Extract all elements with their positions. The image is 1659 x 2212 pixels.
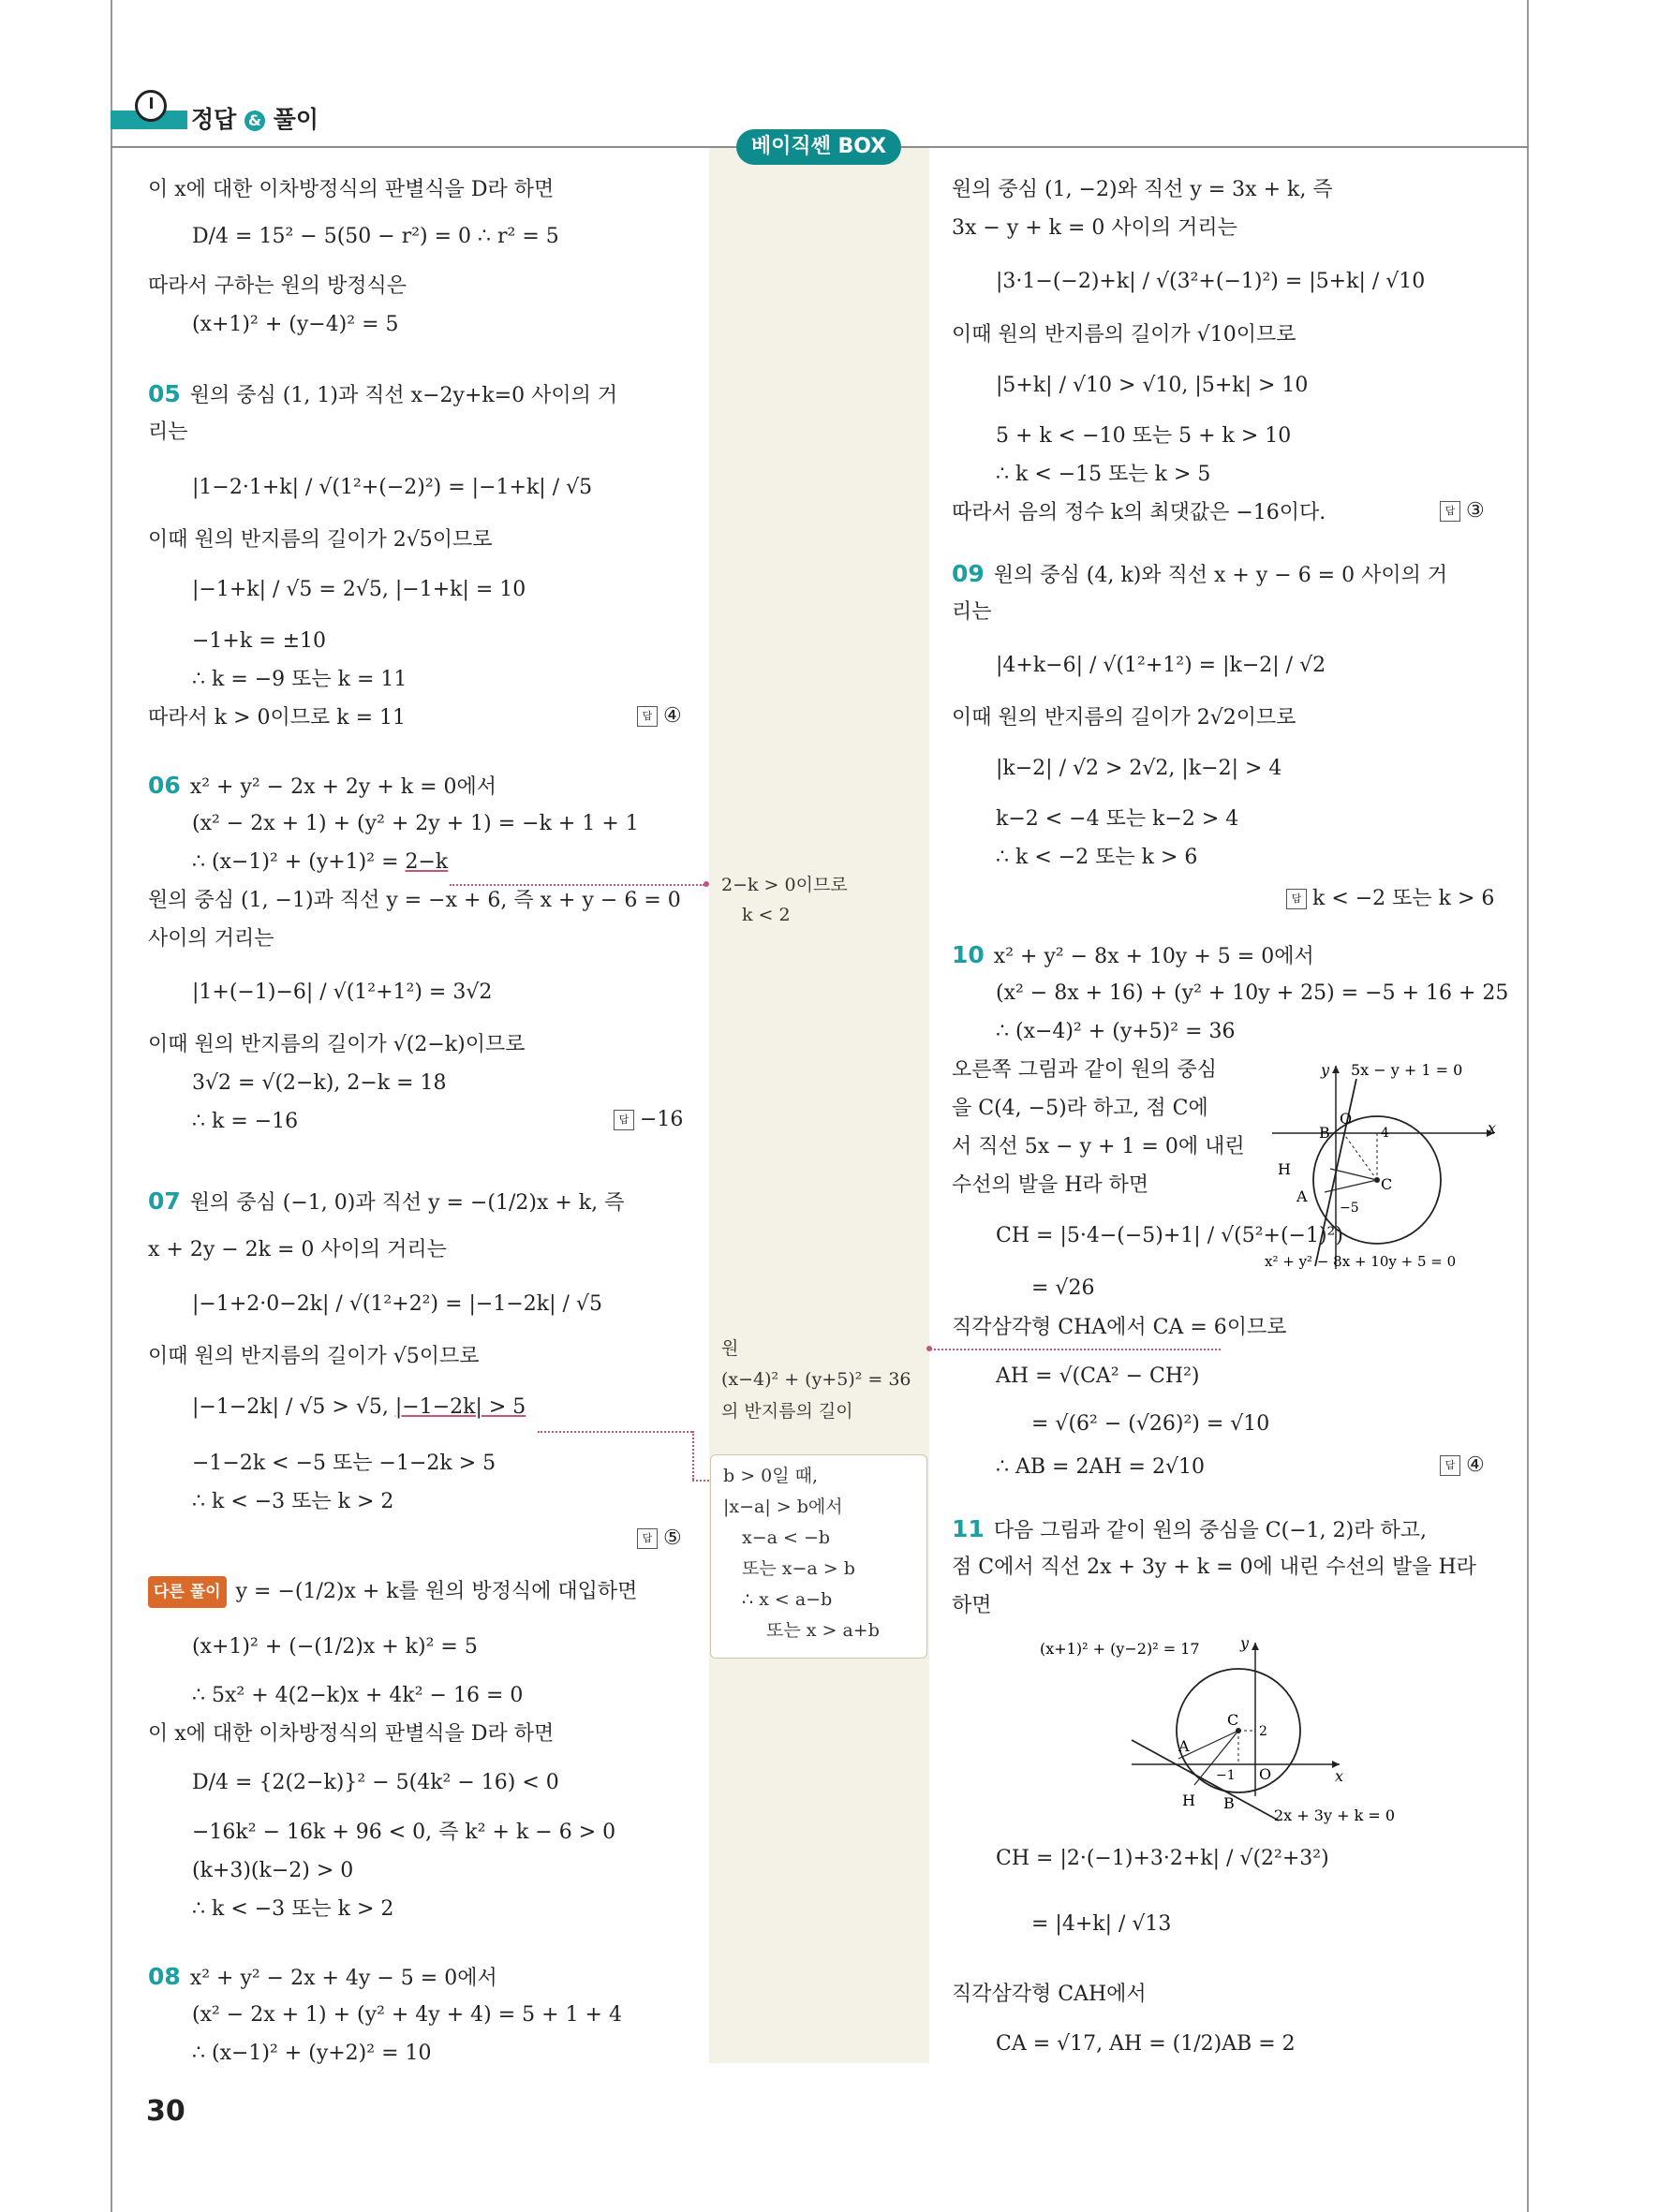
tip-line: 또는 x > a+b [766,1620,880,1641]
problem-06 [148,772,496,802]
alt-solution [148,1576,637,1608]
math-line: |3·1−(−2)+k| / √(3²+(−1)²) = |5+k| / √10 [996,270,1426,293]
answer-value: k < −2 또는 k > 6 [1312,887,1495,910]
text-line: 직각삼각형 CAH에서 [952,1983,1147,2006]
answer-value: ⑤ [663,1526,682,1550]
answer-value: ④ [663,704,682,728]
problem-10 [952,941,1314,971]
page-border-left [111,0,112,2212]
y-axis-arrow [1332,1066,1340,1073]
label-line: 5x − y + 1 = 0 [1351,1061,1463,1079]
label-O: O [1340,1110,1353,1128]
connector-line [538,1431,692,1433]
math-line: |4+k−6| / √(1²+1²) = |k−2| / √2 [996,654,1326,677]
math-line: = √(6² − (√26)²) = √10 [1031,1412,1270,1436]
text-line: 원의 중심 (−1, 0)과 직선 y = −(1/2)x + k, 즉 [189,1191,625,1215]
figure-11 [1040,1628,1415,1834]
math-line: ∴ AB = 2AH = 2√10 [996,1455,1205,1479]
math-line: |k−2| / √2 > 2√2, |k−2| > 4 [996,757,1282,780]
math-line: ∴ k = −16 [192,1110,299,1133]
math-line: ∴ k < −3 또는 k > 2 [192,1490,394,1513]
text-line: 원의 중심 (1, −2)와 직선 y = 3x + k, 즉 [952,178,1333,201]
text-line: 점 C에서 직선 2x + 3y + k = 0에 내린 수선의 발을 H라 [952,1556,1476,1579]
alarm-clock-icon [135,90,167,122]
alt-solution-badge: 다른 풀이 [148,1576,227,1608]
problem-number: 08 [148,1963,181,1990]
answer-mark-icon: 답 [1286,889,1307,909]
label-4: 4 [1381,1126,1389,1141]
text-line: 이 x에 대한 이차방정식의 판별식을 D라 하면 [148,178,555,201]
label-2: 2 [1259,1724,1267,1739]
math-line: (x+1)² + (−(1/2)x + k)² = 5 [192,1635,478,1659]
answer-value: ③ [1466,499,1485,523]
underlined-term: |−1−2k| > 5 [394,1395,526,1419]
section-title-answer: 정답 [191,106,237,133]
answer-mark-icon: 답 [614,1110,634,1130]
connector-line [692,1480,709,1482]
math-line: (x² − 2x + 1) + (y² + 4y + 4) = 5 + 1 + 4 [192,2003,622,2027]
math-line [192,1394,526,1422]
connector-line [930,1349,1221,1350]
tip-line: |x−a| > b에서 [723,1497,843,1517]
section-title [191,101,318,135]
label-A: A [1178,1737,1190,1755]
text-line: 서 직선 5x − y + 1 = 0에 내린 [952,1135,1245,1158]
math-line: = |4+k| / √13 [1031,1912,1172,1936]
side-note: 2−k > 0이므로 [721,875,848,895]
section-title-solution: 풀이 [273,106,319,133]
answer-mark-icon: 답 [637,706,658,727]
text-line: 수선의 발을 H라 하면 [952,1173,1149,1197]
math-line: −16k² − 16k + 96 < 0, 즉 k² + k − 6 > 0 [192,1821,616,1844]
text-line: 이때 원의 반지름의 길이가 2√2이므로 [952,706,1296,730]
answer-mark-icon: 답 [1440,1455,1460,1476]
page-number: 30 [146,2095,185,2128]
problem-number: 10 [952,941,985,968]
problem-07 [148,1187,624,1217]
label-B: B [1319,1124,1330,1142]
math-line: x² + y² − 2x + 2y + k = 0에서 [189,775,497,799]
page-border-right [1527,0,1529,2212]
problem-number: 09 [952,560,985,587]
answer-10 [1440,1453,1485,1477]
tip-line: 또는 x−a > b [742,1558,855,1579]
problem-number: 11 [952,1515,985,1542]
text-line: 다음 그림과 같이 원의 중심을 C(−1, 2)라 하고, [993,1519,1427,1542]
answer-value: ④ [1466,1453,1485,1477]
math-text: |−1−2k| / √5 > √5, [192,1395,395,1419]
math-line: = √26 [1031,1276,1095,1300]
text-line: 따라서 음의 정수 k의 최댓값은 −16이다. [952,501,1326,524]
text-line: y = −(1/2)x + k를 원의 방정식에 대입하면 [235,1580,638,1603]
problem-11 [952,1515,1427,1545]
answer-mark-icon: 답 [1440,501,1460,522]
math-line: CH = |2·(−1)+3·2+k| / √(2²+3²) [996,1847,1329,1870]
label-A: A [1296,1187,1308,1205]
text-line: 원의 중심 (4, k)와 직선 x + y − 6 = 0 사이의 거 [993,564,1448,587]
label-H: H [1278,1160,1291,1178]
text-line: 따라서 구하는 원의 방정식은 [148,274,407,298]
problem-05 [148,380,617,410]
text-line: 원의 중심 (1, −1)과 직선 y = −x + 6, 즉 x + y − 6 = 0 [148,889,681,912]
text-line: x + 2y − 2k = 0 사이의 거리는 [148,1238,447,1261]
answer-value: −16 [640,1108,684,1131]
problem-09 [952,560,1447,590]
connector-dot [704,881,709,887]
math-line: ∴ (x−1)² + (y+2)² = 10 [192,2042,432,2065]
math-line: −1−2k < −5 또는 −1−2k > 5 [192,1452,496,1475]
math-line: ∴ k < −15 또는 k > 5 [996,463,1211,486]
label-y: y [1240,1634,1250,1652]
math-line: |−1+k| / √5 = 2√5, |−1+k| = 10 [192,578,526,601]
math-line: AH = √(CA² − CH²) [996,1364,1200,1388]
connector-line [692,1431,694,1480]
answer-06 [614,1108,683,1131]
problem-08 [148,1963,497,1993]
text-line: 3x − y + k = 0 사이의 거리는 [952,216,1237,240]
basic-box-badge: 베이직쎈 BOX [736,129,901,165]
math-line [192,848,448,877]
text-line: 이때 원의 반지름의 길이가 √5이므로 [148,1345,480,1368]
underlined-term: 2−k [405,850,449,874]
text-line: 리는 [952,600,992,624]
text-line: 사이의 거리는 [148,927,274,951]
math-line: −1+k = ±10 [192,629,327,653]
answer-07 [637,1526,682,1550]
text-line: 따라서 k > 0이므로 k = 11 [148,706,406,730]
problem-number: 05 [148,380,181,407]
math-line: ∴ (x−4)² + (y+5)² = 36 [996,1020,1236,1043]
math-line: x² + y² − 2x + 4y − 5 = 0에서 [189,1967,497,1990]
y-axis-arrow [1252,1643,1259,1650]
math-line: ∴ k < −2 또는 k > 6 [996,846,1198,869]
text-line: 원의 중심 (1, 1)과 직선 x−2y+k=0 사이의 거 [189,384,618,407]
label-circle: (x+1)² + (y−2)² = 17 [1040,1640,1200,1658]
math-line: D/4 = {2(2−k)}² − 5(4k² − 16) < 0 [192,1771,559,1794]
label-x: x [1335,1767,1344,1785]
math-line: CH = |5·4−(−5)+1| / √(5²+(−1)²) [996,1224,1343,1247]
text-line: 이때 원의 반지름의 길이가 √(2−k)이므로 [148,1033,526,1056]
point-C [1374,1177,1380,1183]
label-line: 2x + 3y + k = 0 [1274,1806,1396,1824]
text-line: 직각삼각형 CHA에서 CA = 6이므로 [952,1316,1287,1339]
math-line: |1−2·1+k| / √(1²+(−2)²) = |−1+k| / √5 [192,476,593,499]
math-line: |1+(−1)−6| / √(1²+1²) = 3√2 [192,981,493,1004]
connector-dot [926,1346,932,1351]
figure-10 [1265,1058,1499,1274]
tip-line: b > 0일 때, [723,1466,819,1486]
label-minus1: −1 [1216,1768,1236,1783]
label-B: B [1223,1794,1235,1812]
ampersand-icon: & [244,111,265,131]
label-x: x [1488,1119,1497,1137]
math-line: ∴ 5x² + 4(2−k)x + 4k² − 16 = 0 [192,1684,524,1707]
text-line: 하면 [952,1594,992,1617]
connector-line [450,884,704,886]
answer-09 [1286,882,1494,911]
text-line: 이때 원의 반지름의 길이가 2√5이므로 [148,528,493,552]
line-2x-3y-k [1132,1740,1279,1821]
math-line: D/4 = 15² − 5(50 − r²) = 0 ∴ r² = 5 [192,225,559,248]
text-line: 오른쪽 그림과 같이 원의 중심 [952,1058,1217,1082]
problem-number: 07 [148,1187,181,1215]
math-line: CA = √17, AH = (1/2)AB = 2 [996,2032,1296,2056]
label-y: y [1321,1061,1330,1079]
text-line: 을 C(4, −5)라 하고, 점 C에 [952,1097,1208,1120]
math-line: (x² − 2x + 1) + (y² + 2y + 1) = −k + 1 + 1 [192,812,639,835]
math-line: (k+3)(k−2) > 0 [192,1859,354,1882]
problem-number: 06 [148,772,181,799]
math-line: 5 + k < −10 또는 5 + k > 10 [996,424,1292,448]
math-line: ∴ k = −9 또는 k = 11 [192,668,407,691]
tip-line: x−a < −b [742,1527,831,1548]
side-note: k < 2 [742,905,791,925]
math-line: (x+1)² + (y−4)² = 5 [192,313,399,336]
math-line: |5+k| / √10 > √10, |5+k| > 10 [996,374,1309,397]
answer-05 [637,704,682,728]
math-line: x² + y² − 8x + 10y + 5 = 0에서 [993,945,1314,968]
label-minus5: −5 [1340,1201,1359,1216]
label-C: C [1227,1711,1239,1729]
side-note: 원 [721,1338,739,1359]
math-line: 3√2 = √(2−k), 2−k = 18 [192,1071,447,1095]
math-text: ∴ (x−1)² + (y+1)² = [192,850,406,874]
text-line: 리는 [148,420,188,444]
label-C: C [1381,1175,1393,1193]
label-O: O [1259,1765,1272,1783]
label-H: H [1182,1792,1195,1809]
answer-08 [1440,499,1485,523]
answer-mark-icon: 답 [637,1528,658,1549]
math-line: (x² − 8x + 16) + (y² + 10y + 25) = −5 + 16 + 25 [996,981,1509,1005]
basic-box-column [709,148,929,2063]
math-line: ∴ k < −3 또는 k > 2 [192,1897,394,1921]
side-note: (x−4)² + (y+5)² = 36 [721,1369,911,1390]
side-note: 의 반지름의 길이 [721,1401,853,1422]
text-line: 이때 원의 반지름의 길이가 √10이므로 [952,323,1296,347]
text-line: 이 x에 대한 이차방정식의 판별식을 D라 하면 [148,1722,555,1746]
math-line: |−1+2·0−2k| / √(1²+2²) = |−1−2k| / √5 [192,1292,602,1316]
tip-line: ∴ x < a−b [742,1589,833,1610]
label-circle: x² + y² − 8x + 10y + 5 = 0 [1265,1253,1457,1270]
math-line: k−2 < −4 또는 k−2 > 4 [996,807,1239,831]
